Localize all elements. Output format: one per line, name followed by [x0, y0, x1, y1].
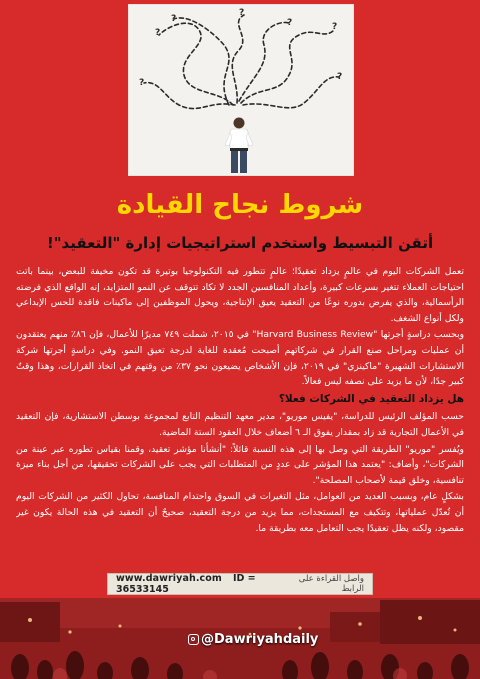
svg-text:?: ?	[287, 18, 293, 28]
social-handle-text[interactable]: @Dawriyahdaily	[201, 632, 319, 647]
article-subtitle: أتقن التبسيط واستخدم استراتيجيات إدارة "التعقيد"!	[46, 234, 434, 252]
svg-text:?: ?	[332, 22, 338, 32]
social-handle[interactable]	[188, 632, 318, 647]
section-question: هل يزداد التعقيد في الشركات فعلا؟	[278, 392, 464, 405]
paragraph: وبحسب دراسةٍ أجرتها "Harvard Business Review" في ٢٠١٥، شملت ٧٤٩ مديرًا للأعمال، فإن ٨٦٪ منهم يعتقدون أن عمليات ومراحل صنع القرار في شركاتهم أصبحت مُعقدة للغاية لدرجة تعيق النمو. وفي دراسةٍ أجرتها شركة الاستشارات الشهيرة "ماكينزي" في ٢٠١٩، فإن الأشخاص يضيعون نحو ٣٧٪ من وقتهم في اتخاذ القرارات، وهذا وقتٌ كبير جدًا، لأن ما يزيد على نصفه ليس فعالاً.	[16, 329, 464, 388]
paragraph: ويُفسر "موريو" الطريقة التي وصل بها إلى هذه النسبة قائلاً: "أنشأنا مؤشر تعقيد، وقمنا بقياس تطوره عبر عينة من الشركات"، وأضاف: "يعتمد هذا المؤشر على عددٍ من المتطلبات التي يجب على الشركات تحقيقها، من أجل بناء ميزة تنافسية، وخلق قيمة لأصحاب المصلحة".	[16, 443, 464, 486]
svg-text:?: ?	[337, 72, 343, 82]
paragraph: تعمل الشركات اليوم في عالمٍ يزداد تعقيدًا؛ عالمٍ تتطور فيه التكنولوجيا بوتيرة قد تكون مخيفة للبعض، بينما باتت احتياجات العملاء تتغير بسرعات كبيرة، وأعداد المنافسين الجدد لا تكاد تتوقف عن النمو المتزايد، إنه الواقع الذي فرضته الرأسمالية، والذي يفرض بدوره نوعًا من التعقيد يعيق الإنتاجية، ويحول الموظفين إلى ماكينات فاقدة للحس الإبداعي ولكل أنواع الشغف.	[16, 266, 464, 324]
article-body	[16, 264, 464, 568]
confused-businessman-image	[129, 5, 353, 175]
article-id: ID = 36533145	[116, 573, 256, 595]
svg-text:?: ?	[239, 8, 245, 18]
svg-text:?: ?	[139, 78, 145, 88]
read-more-label: واصل القراءة على الرابط	[298, 574, 364, 594]
read-more-link[interactable]: www.dawriyah.com	[116, 573, 222, 584]
svg-text:?: ?	[171, 14, 177, 24]
read-more-bar[interactable]	[107, 573, 373, 595]
paragraph: حسب المؤلف الرئيس للدراسة، "يفيس موريو"، مدير معهد التنظيم التابع لمجموعة بوسطن الاستشارية، فإن التعقيد في الأعمال التجارية قد زاد بمقدار يفوق الـ ٦ أضعاف خلال العقود الستة الماضية.	[16, 411, 464, 438]
read-more-url-group[interactable]	[116, 573, 286, 595]
svg-text:?: ?	[155, 28, 161, 38]
paragraph: بشكلٍ عام، وبسبب العديد من العوامل، مثل التغيرات في السوق واحتدام المنافسة، تحاول الكثير من الشركات اليوم أن تُعدّل عملياتها، وتتكيف مع المستجدات، مما يزيد من درجة التعقيد، صحيحٌ أن التعقيد في هذه الحالة يكون غير مقصود، ولكنه يظل تعقيدًا يجب التعامل معه بطريقة ما.	[16, 491, 464, 534]
article-title: شروط نجاح القيادة	[116, 190, 364, 220]
instagram-icon	[188, 634, 199, 645]
hero-illustration	[128, 4, 354, 176]
